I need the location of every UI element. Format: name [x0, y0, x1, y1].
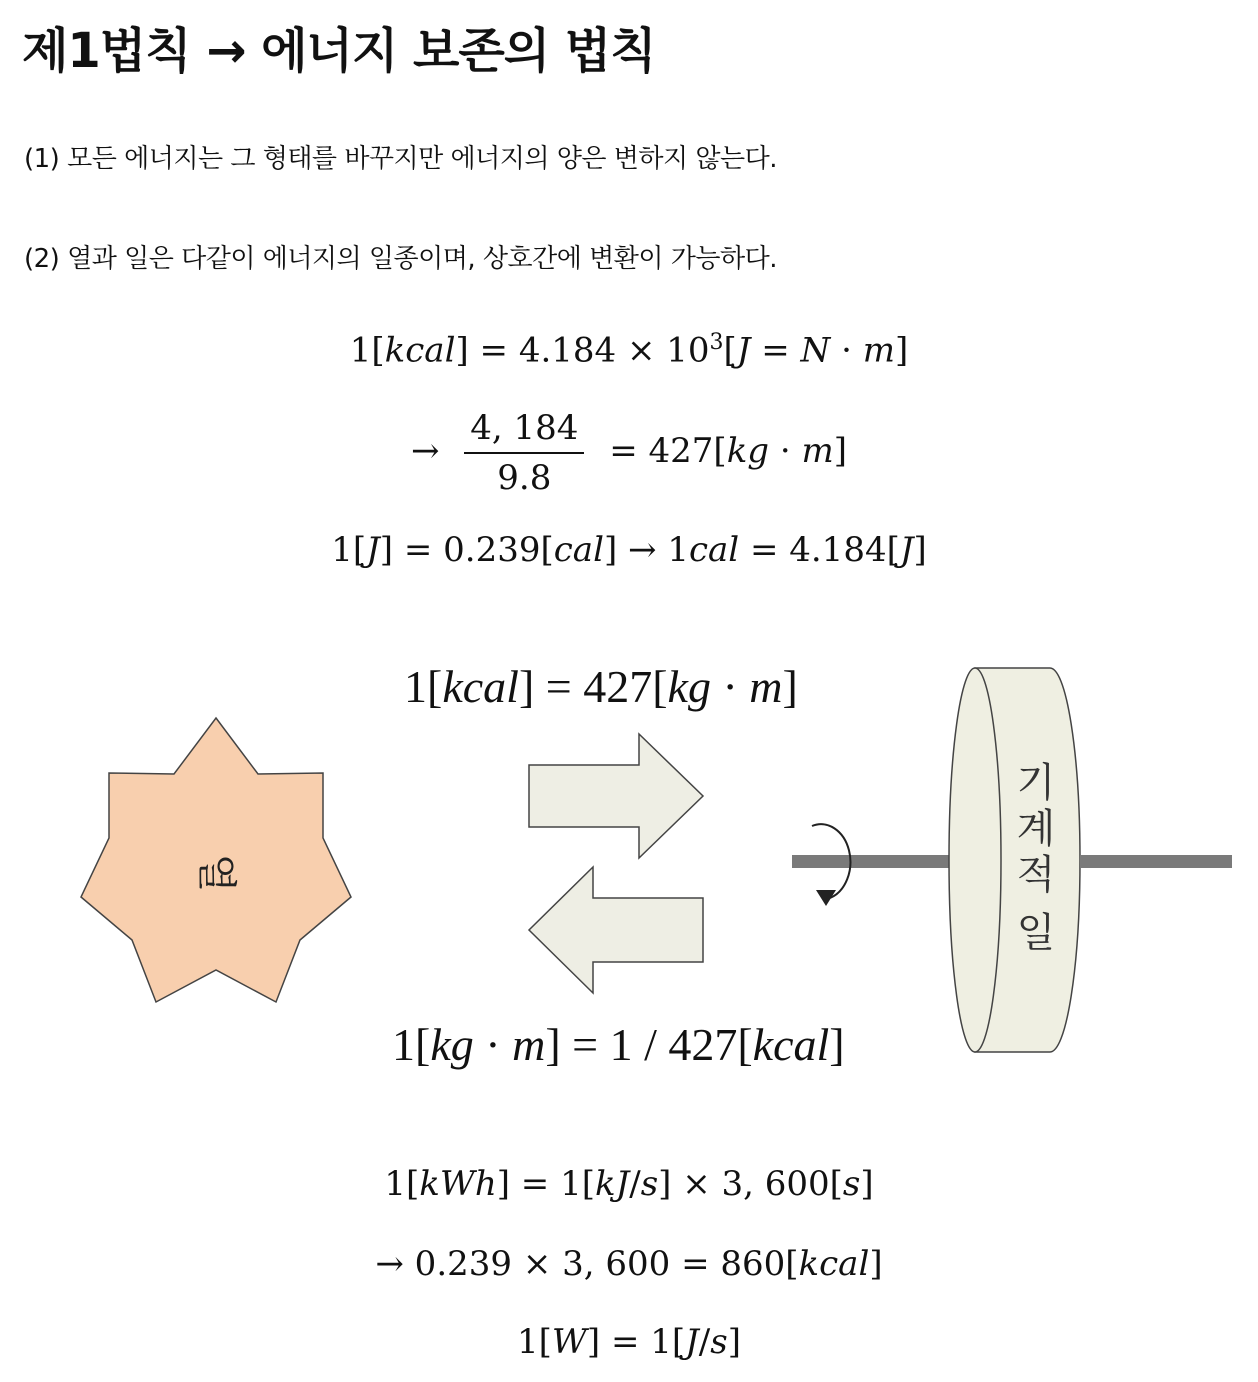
fraction-denominator: 9.8 [497, 458, 552, 498]
paragraph-2: (2) 열과 일은 다같이 에너지의 일종이며, 상호간에 변환이 가능하다. [24, 244, 777, 274]
wheel-face [949, 668, 1001, 1052]
top-relation-label: 1[kcal] = 427[kg · m] [404, 661, 798, 712]
paragraph-1: (1) 모든 에너지는 그 형태를 바꾸지만 에너지의 양은 변하지 않는다. [24, 144, 777, 174]
formula-watt: 1[W] = 1[J/s] [517, 1322, 741, 1362]
arrow-heat-to-work-icon [529, 734, 703, 858]
rotation-arrowhead-icon [816, 890, 836, 906]
work-label-char-2: 계 [1016, 806, 1056, 852]
work-label-char-3: 적 [1016, 852, 1056, 898]
formula-kwh: 1[kWh] = 1[kJ/s] × 3, 600[s] [384, 1164, 874, 1204]
heat-label: 열 [193, 853, 239, 893]
fraction-numerator: 4, 184 [464, 408, 584, 454]
arrow-right-icon: → [410, 431, 440, 471]
page-title: 제1법칙 → 에너지 보존의 법칙 [22, 23, 656, 79]
work-label-char-1: 기 [1016, 760, 1056, 806]
formula-kwh-kcal: → 0.239 × 3, 600 = 860[kcal] [375, 1244, 883, 1284]
fraction [464, 408, 584, 498]
formula-fraction [0, 408, 1258, 498]
work-label-char-4: 일 [1016, 910, 1056, 956]
shaft-right [1080, 855, 1232, 868]
formula-kcal-joule: 1[kcal] = $4.184 \times 10^3[J = N \cdot m]$ [349, 330, 909, 371]
bottom-relation-label: 1[kg · m] = 1 / 427[kcal] [392, 1019, 845, 1070]
fraction-result: = 427[kg · m] [609, 431, 848, 471]
arrow-work-to-heat-icon [529, 867, 703, 993]
shaft-left [792, 855, 972, 868]
formula-joule-cal: 1[J] = 0.239[cal] → 1cal = 4.184[J] [331, 530, 927, 570]
